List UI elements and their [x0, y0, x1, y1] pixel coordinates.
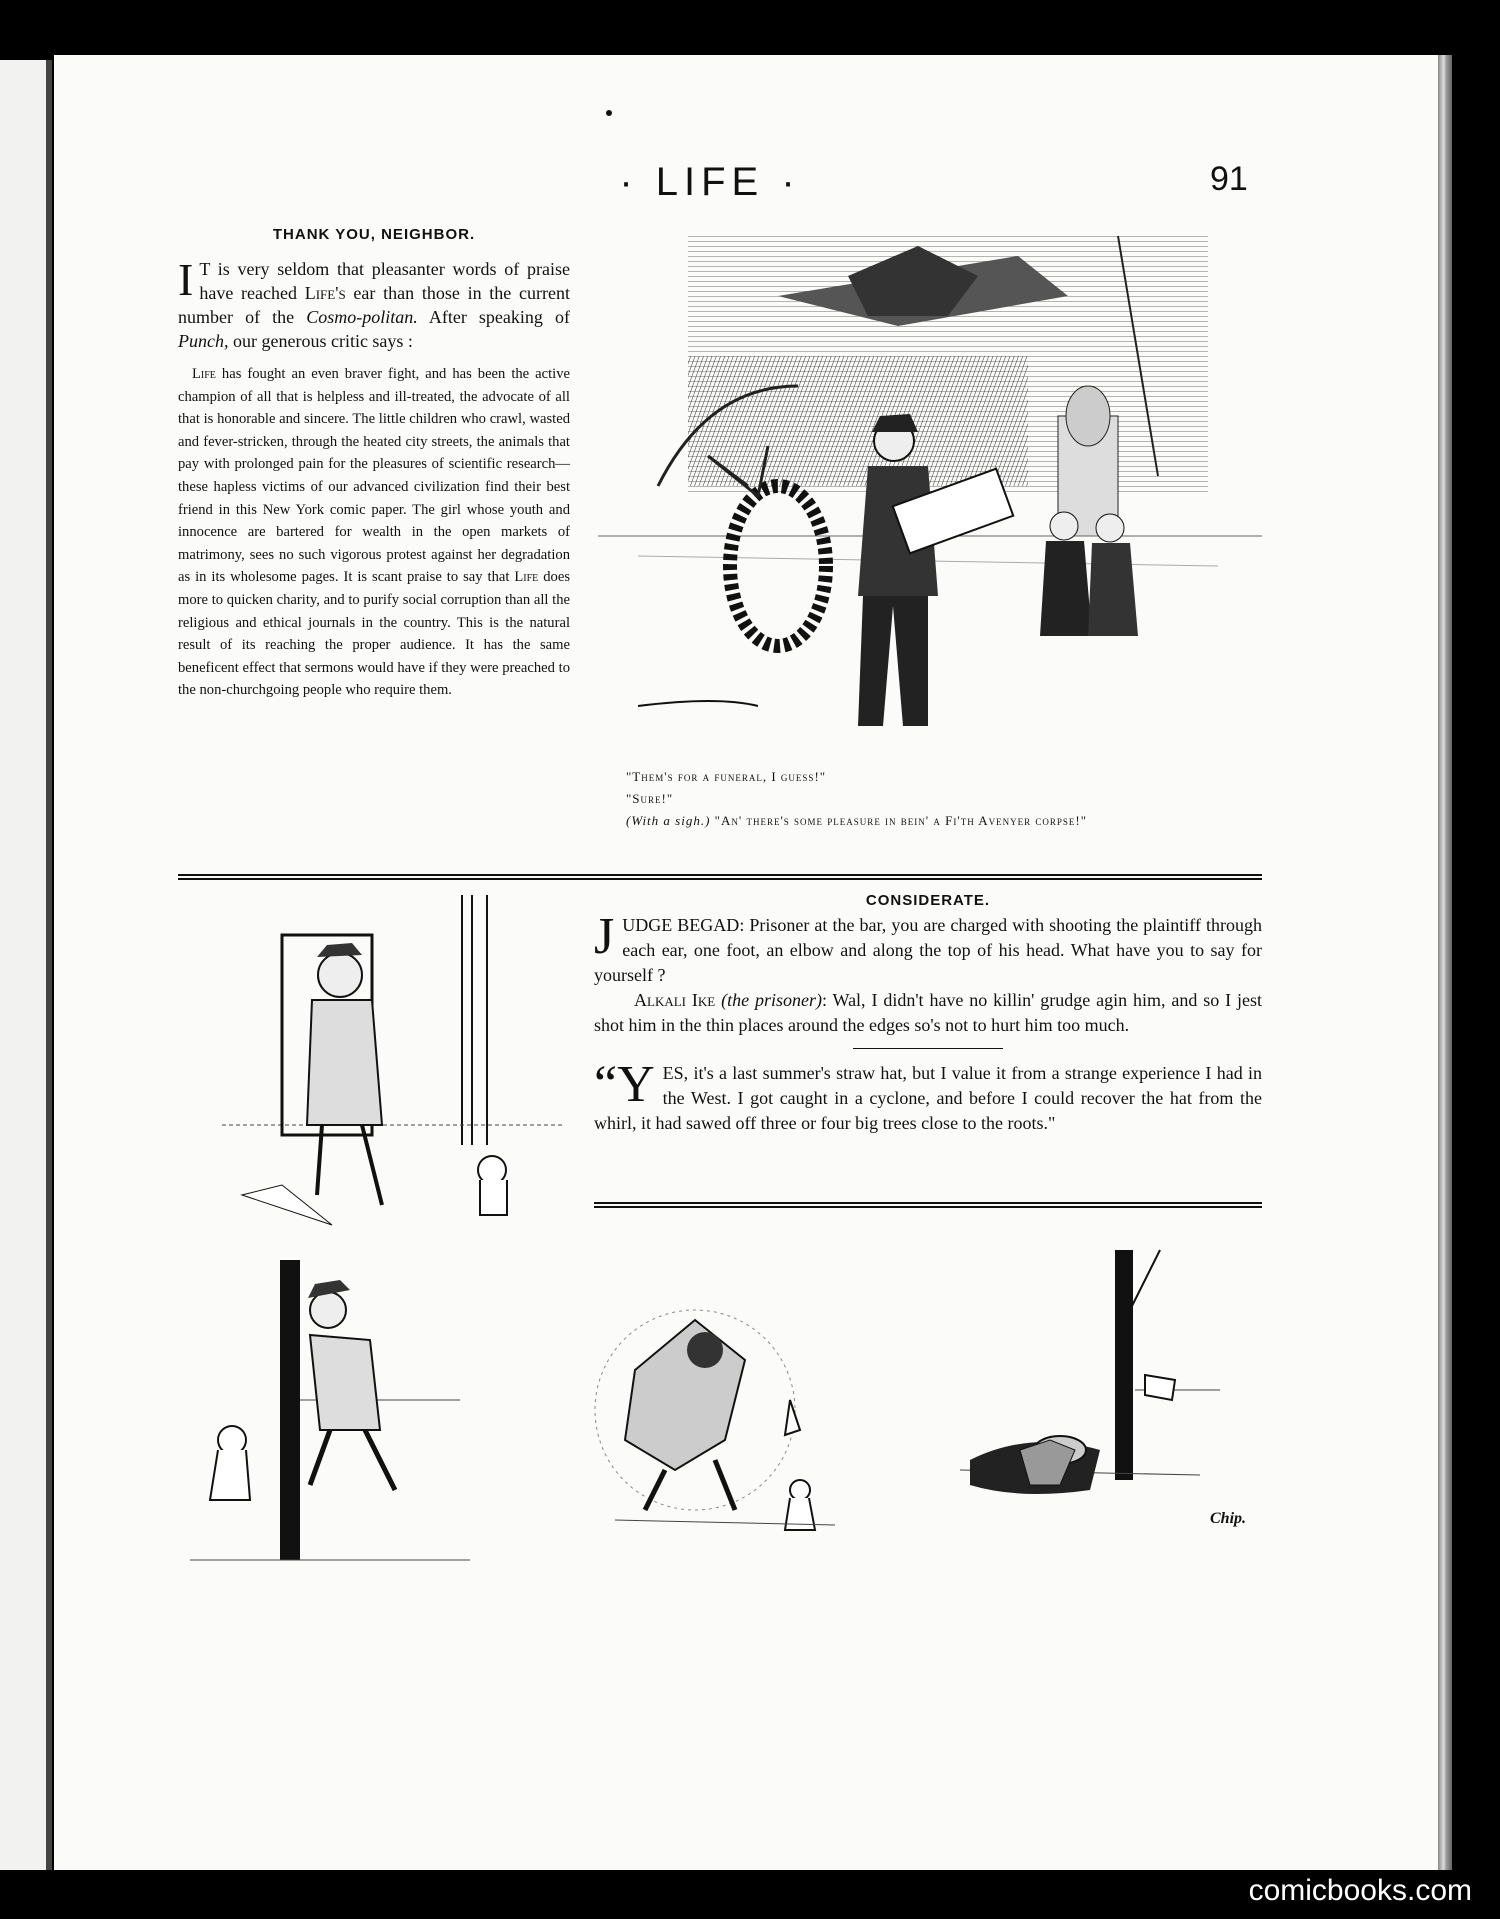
short-divider: [853, 1048, 1003, 1049]
man-in-chair-drawing: [222, 895, 572, 1230]
street-scene-drawing: [598, 236, 1262, 736]
quoted-passage: Life has fought an even braver fight, and has been the active champion of all that is helpless and ill-treated, the advocate of all that is honorable and sincere. The little children who crawl, wasted and fever-stricken, through the heated city streets, the animals that pay with prolonged pain for the pleasures of scientific research—these hapless victims of our advanced civilization find their best friend in this New York comic paper. The girl whose youth and innocence are bartered for wealth in the open markets of matrimony, sees no such vigorous protest against her degradation as in its wholesome pages. It is scant praise to say that Life does more to quicken charity, and to purify social corruption than all the religious and ethical journals in the country. This is the natural result of its reaching the proper audience. It has the same beneficent effect that sermons would have if they were preached to the non-churchgoing people who require them.: [178, 366, 570, 699]
drop-cap: J: [594, 908, 615, 965]
funeral-wreath-illustration: [598, 236, 1262, 736]
masthead-title: · LIFE ·: [619, 160, 801, 204]
drop-cap: I: [178, 254, 194, 305]
judge-paragraph: JUDGE BEGAD: Prisoner at the bar, you are charged with shooting the plaintiff through each ear, one foot, an elbow and along the top of his head. What have you to say for yourself ?: [594, 908, 1263, 985]
page-number: 91: [1210, 160, 1248, 198]
fallen-man-drawing: [940, 1250, 1240, 1535]
article-lead: I T is very seldom that pleasanter words of praise have reached Life's ear than those in the current number of the Cosmo-politan. After speaking of Punch, our generous critic says :: [178, 254, 571, 351]
straw-hat-paragraph: “Y ES, it's a last summer's straw hat, but I value it from a strange experience I had in the West. I got caught in a cyclone, and before I could recover the hat from the whirl, it had sawed off three or four big trees close to the roots.": [594, 1056, 1262, 1133]
comic-panel-1: [222, 895, 572, 1230]
left-page-margin: [0, 60, 50, 1870]
article-heading: CONSIDERATE.: [865, 892, 991, 909]
page-dot: [606, 110, 612, 116]
article-thank-you-neighbor: [178, 226, 570, 702]
whirlwind-drawing: [575, 1290, 855, 1535]
article-considerate: [594, 892, 1262, 1136]
comic-panel-4: [940, 1250, 1247, 1535]
source-watermark: comicbooks.com: [1248, 1874, 1472, 1907]
man-bracing-drawing: [180, 1260, 480, 1520]
section-divider: [594, 1202, 1262, 1208]
book-gutter: [46, 60, 52, 1870]
cartoon-caption: "Them's for a funeral, I guess!" "Sure!" (With a sigh.) "An' there's some pleasure in bein' a Fi'th Avenyer corpse!": [626, 769, 1088, 828]
page-edge: [1438, 55, 1452, 1870]
section-divider: [178, 874, 1262, 880]
prisoner-paragraph: Alkali Ike (the prisoner): Wal, I didn't have no killin' grudge agin him, and so I jest shot him in the thin places around the edges so's not to hurt him too much.: [594, 990, 1263, 1035]
article-heading: THANK YOU, NEIGHBOR.: [272, 226, 476, 243]
drop-cap: “Y: [594, 1056, 655, 1113]
comic-panel-3: [575, 1290, 855, 1535]
comic-panel-2: [180, 1260, 480, 1520]
artist-signature: Chip.: [1210, 1510, 1247, 1527]
